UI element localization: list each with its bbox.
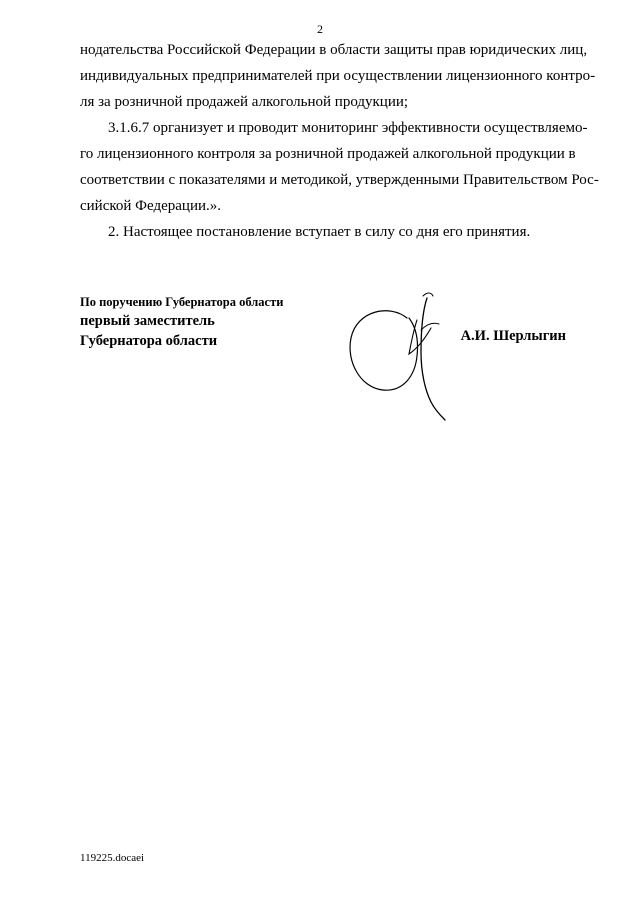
text-line: 2. Настоящее постановление вступает в силу со дня его принятия.: [108, 224, 531, 240]
signatory-position: первый заместитель: [80, 313, 215, 329]
text-line: индивидуальных предпринимателей при осуществлении лицензионного контро-: [80, 68, 596, 84]
text-line: 3.1.6.7 организует и проводит мониторинг эффективности осуществляемо-: [108, 120, 588, 136]
text-line: нодательства Российской Федерации в области защиты прав юридических лиц,: [80, 42, 588, 58]
page-number: 2: [317, 22, 323, 36]
signatory-title: [80, 293, 283, 351]
text-line: сийской Федерации.».: [80, 198, 222, 214]
signatory-position-org: Губернатора области: [80, 333, 218, 349]
text-line: го лицензионного контроля за розничной продажей алкогольной продукции в: [80, 146, 576, 162]
text-line: ля за розничной продажей алкогольной продукции;: [80, 94, 409, 110]
signatory-name: А.И. Шерлыгин: [460, 328, 566, 344]
signatory-authority: По поручению Губернатора области: [80, 295, 284, 309]
handwritten-signature: [335, 290, 465, 425]
text-line: соответствии с показателями и методикой, утвержденными Правительством Рос-: [80, 172, 599, 188]
paragraph-continuation: [80, 37, 596, 115]
paragraph-item-3-1-6-7: [80, 115, 599, 219]
paragraph-item-2: [80, 219, 561, 245]
footer-filename: 119225.docaei: [80, 852, 145, 864]
